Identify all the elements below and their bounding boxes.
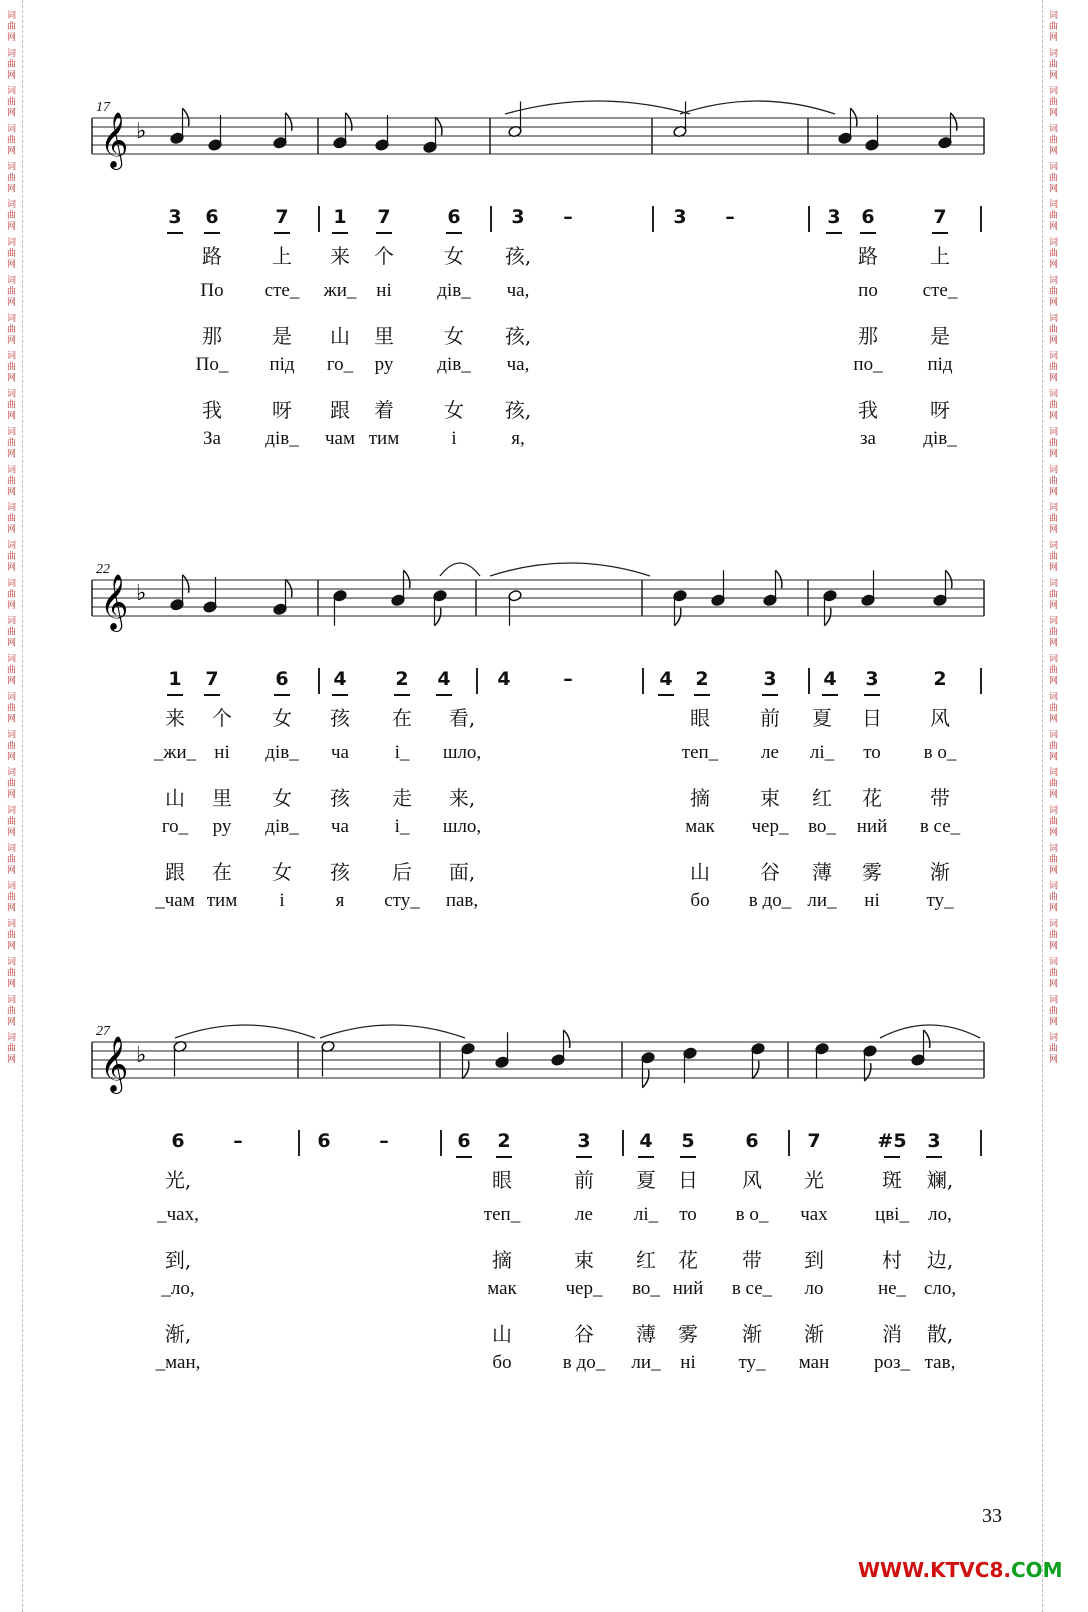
jianpu-underline [376,232,392,234]
lyric-word: 女 [272,706,292,730]
lyric-word: 看, [448,706,476,730]
lyric-word: 女 [444,398,464,422]
jianpu-underline [436,694,452,696]
lyric-word: 斓, [926,1168,954,1192]
lyric-word: тав, [924,1352,956,1373]
lyric-word: ли_ [631,1352,661,1373]
lyric-word: По [200,280,224,301]
jianpu-note: – [725,206,735,228]
lyric-word: _чам [155,890,195,911]
lyric-word: 带 [742,1248,762,1272]
lyric-word: 红 [636,1248,656,1272]
site-watermark [858,1558,1063,1582]
lyric-word: 红 [812,786,832,810]
lyric-line-zh2 [0,782,1088,812]
jianpu-underline [884,1156,900,1158]
lyric-word: 渐 [804,1322,824,1346]
svg-text:♭: ♭ [136,119,147,144]
lyric-word: 孩, [504,244,532,268]
jianpu-note: 4 [333,668,347,690]
lyric-word: ло [804,1278,824,1299]
lyric-word: 上 [930,244,950,268]
jianpu-note: 1 [333,206,347,228]
lyric-word: _жи_ [153,742,197,763]
lyric-word: 呀 [930,398,950,422]
jianpu-underline [926,1156,942,1158]
lyric-word: ча, [506,280,530,301]
svg-text:𝄞: 𝄞 [100,1036,129,1092]
lyric-word: го_ [161,816,189,837]
lyric-word: тим [206,890,238,911]
lyric-word: 日 [678,1168,698,1192]
measure-number-27: 27 [96,1024,110,1039]
lyric-word: ло, [928,1204,952,1225]
lyric-word: По_ [195,354,229,375]
lyric-line-ua2 [0,816,1088,846]
lyric-word: ту_ [926,890,954,911]
jianpu-note: 4 [437,668,451,690]
lyric-word: бо [690,890,710,911]
lyric-word: 带 [930,786,950,810]
page-number: 33 [982,1505,1002,1527]
lyric-word: ли_ [807,890,837,911]
lyric-word: 在 [392,706,412,730]
jianpu-note: 7 [205,668,219,690]
lyric-word: 女 [272,860,292,884]
lyric-word: за [860,428,876,449]
lyric-word: 里 [212,786,232,810]
lyric-word: то [679,1204,697,1225]
jianpu-note: 6 [171,1130,185,1152]
jianpu-note: 4 [639,1130,653,1152]
lyric-word: 渐 [930,860,950,884]
lyric-word: во_ [808,816,836,837]
lyric-word: 来, [448,786,476,810]
jianpu-underline [332,694,348,696]
jianpu-note: 6 [205,206,219,228]
lyric-word: 光 [804,1168,824,1192]
lyric-word: дів_ [265,428,299,449]
lyric-word: 孩 [330,706,350,730]
jianpu-barline [808,668,810,694]
lyric-word: 边, [926,1248,954,1272]
lyric-word: 眼 [690,706,710,730]
jianpu-note: 4 [659,668,673,690]
lyric-word: 孩, [504,398,532,422]
lyric-word: ні [376,280,392,301]
jianpu-note: 3 [577,1130,591,1152]
lyric-word: 谷 [574,1322,594,1346]
jianpu-underline [762,694,778,696]
lyric-word: під [927,354,953,375]
left-margin-watermark: 词曲网 词曲网 词曲网 词曲网 词曲网 词曲网 词曲网 词曲网 词曲网 词曲网 词曲网 词曲网 词曲网 词曲网 词曲网 词曲网 词曲网 词曲网 词曲网 词曲网 词曲网 词曲网 词曲网 词曲网 词曲网 词曲网 词曲网 词曲网 [5,10,15,1066]
lyric-word: 夏 [636,1168,656,1192]
lyric-word: сло, [923,1278,957,1299]
jianpu-barline [440,1130,442,1156]
lyric-line-zh2 [0,320,1088,350]
lyric-word: шло, [442,742,482,763]
lyric-line-ua3 [0,1352,1088,1382]
lyric-word: 在 [212,860,232,884]
jianpu-note: 2 [395,668,409,690]
lyric-word: 山 [690,860,710,884]
lyric-word: і [279,890,285,911]
lyric-word: 风 [930,706,950,730]
lyric-word: в се_ [919,816,961,837]
lyric-word: 山 [492,1322,512,1346]
jianpu-barline [298,1130,300,1156]
lyric-word: 孩 [330,786,350,810]
lyric-word: теп_ [681,742,719,763]
lyric-word: 消 [882,1322,902,1346]
jianpu-note: 3 [673,206,687,228]
lyric-word: 到, [164,1248,192,1272]
lyric-word: 束 [574,1248,594,1272]
lyric-word: 眼 [492,1168,512,1192]
jianpu-note: 2 [933,668,947,690]
jianpu-barline [490,206,492,232]
lyric-word: 个 [374,244,394,268]
jianpu-note: 7 [807,1130,821,1152]
jianpu-underline [446,232,462,234]
lyric-word: ні [214,742,230,763]
jianpu-note: – [563,206,573,228]
lyric-word: 我 [858,398,878,422]
lyric-word: ний [856,816,888,837]
lyric-word: в о_ [923,742,957,763]
lyric-word: 夏 [812,706,832,730]
lyric-word: чам [324,428,356,449]
jianpu-note: 6 [861,206,875,228]
jianpu-row [0,1130,1088,1160]
jianpu-underline [167,694,183,696]
lyric-word: під [269,354,295,375]
lyric-word: чер_ [565,1278,603,1299]
lyric-word: ний [672,1278,704,1299]
watermark-tld: COM [1010,1558,1063,1582]
jianpu-underline [204,232,220,234]
jianpu-barline [808,206,810,232]
jianpu-underline [680,1156,696,1158]
lyric-word: 日 [862,706,882,730]
jianpu-note: 1 [168,668,182,690]
watermark-domain: WWW.KTVC8. [858,1558,1011,1582]
lyric-word: і [451,428,457,449]
jianpu-row [0,668,1088,698]
lyric-word: 斑 [882,1168,902,1192]
lyric-word: _чах, [157,1204,199,1225]
lyric-word: _ман, [155,1352,201,1373]
jianpu-underline [860,232,876,234]
jianpu-note: 6 [745,1130,759,1152]
lyric-word: в до_ [562,1352,606,1373]
lyric-line-ua1 [0,1204,1088,1234]
lyric-word: пав, [445,890,479,911]
lyric-word: дів_ [265,816,299,837]
lyric-word: ні [680,1352,696,1373]
lyric-word: _ло, [161,1278,195,1299]
lyric-word: 上 [272,244,292,268]
lyric-word: 散, [926,1322,954,1346]
lyric-word: я [335,890,345,911]
jianpu-underline [864,694,880,696]
lyric-word: сту_ [384,890,420,911]
lyric-word: го_ [326,354,354,375]
lyric-word: 是 [930,324,950,348]
lyric-word: 呀 [272,398,292,422]
jianpu-note: 2 [695,668,709,690]
lyric-line-zh3 [0,1318,1088,1348]
jianpu-underline [456,1156,472,1158]
jianpu-note: – [379,1130,389,1152]
jianpu-note: – [233,1130,243,1152]
lyric-line-zh2 [0,1244,1088,1274]
lyric-word: дів_ [437,280,471,301]
lyric-word: 风 [742,1168,762,1192]
lyric-word: 光, [164,1168,192,1192]
lyric-word: цві_ [875,1204,909,1225]
jianpu-barline [788,1130,790,1156]
lyric-word: 女 [272,786,292,810]
lyric-line-ua1 [0,742,1088,772]
measure-number-22: 22 [96,562,110,577]
lyric-word: 雾 [862,860,882,884]
lyric-word: 前 [574,1168,594,1192]
jianpu-barline [476,668,478,694]
lyric-word: лі_ [809,742,835,763]
lyric-word: ле [575,1204,593,1225]
lyric-word: 那 [858,324,878,348]
lyric-line-zh1 [0,702,1088,732]
lyric-word: 跟 [165,860,185,884]
lyric-word: шло, [442,816,482,837]
lyric-word: 那 [202,324,222,348]
jianpu-underline [204,694,220,696]
lyric-word: 薄 [812,860,832,884]
jianpu-note: 3 [168,206,182,228]
lyric-word: ча [331,742,349,763]
lyric-line-ua2 [0,1278,1088,1308]
measure-number-17: 17 [96,100,110,115]
lyric-word: во_ [632,1278,660,1299]
jianpu-underline [394,694,410,696]
lyric-word: 跟 [330,398,350,422]
lyric-word: 谷 [760,860,780,884]
lyric-line-zh3 [0,394,1088,424]
jianpu-note: 4 [497,668,511,690]
lyric-word: сте_ [264,280,300,301]
jianpu-underline [932,232,948,234]
lyric-line-ua1 [0,280,1088,310]
lyric-word: 花 [678,1248,698,1272]
jianpu-underline [694,694,710,696]
lyric-word: по_ [853,354,883,375]
lyric-word: в до_ [748,890,792,911]
lyric-word: За [203,428,221,449]
jianpu-note: 3 [827,206,841,228]
lyric-word: 后 [392,860,412,884]
lyric-word: 走 [392,786,412,810]
lyric-word: 山 [165,786,185,810]
lyric-word: роз_ [873,1352,911,1373]
lyric-word: по [858,280,878,301]
lyric-word: 渐, [164,1322,192,1346]
lyric-word: ча, [506,354,530,375]
jianpu-barline [980,1130,982,1156]
lyric-word: 山 [330,324,350,348]
lyric-word: 路 [202,244,222,268]
lyric-word: 到 [804,1248,824,1272]
lyric-word: тим [368,428,400,449]
svg-text:𝄞: 𝄞 [100,574,129,630]
lyric-word: 着 [374,398,394,422]
jianpu-underline [576,1156,592,1158]
lyric-word: 女 [444,244,464,268]
jianpu-note: 7 [933,206,947,228]
lyric-word: 前 [760,706,780,730]
jianpu-underline [274,232,290,234]
lyric-word: 面, [448,860,476,884]
lyric-word: в о_ [735,1204,769,1225]
jianpu-note: 7 [377,206,391,228]
lyric-word: теп_ [483,1204,521,1225]
jianpu-note: 6 [275,668,289,690]
lyric-word: 雾 [678,1322,698,1346]
svg-text:♭: ♭ [136,1043,147,1068]
jianpu-note: 3 [865,668,879,690]
lyric-word: бо [492,1352,512,1373]
lyric-word: 来 [165,706,185,730]
lyric-word: в се_ [731,1278,773,1299]
jianpu-note: 7 [275,206,289,228]
lyric-word: 女 [444,324,464,348]
lyric-word: чах [800,1204,828,1225]
lyric-word: 来 [330,244,350,268]
lyric-line-ua2 [0,354,1088,384]
jianpu-barline [980,668,982,694]
lyric-word: я, [511,428,525,449]
lyric-word: 个 [212,706,232,730]
lyric-word: чер_ [751,816,789,837]
lyric-line-zh1 [0,1164,1088,1194]
lyric-word: 孩, [504,324,532,348]
lyric-word: 束 [760,786,780,810]
jianpu-underline [274,694,290,696]
lyric-word: 渐 [742,1322,762,1346]
lyric-line-ua3 [0,890,1088,920]
jianpu-note: 2 [497,1130,511,1152]
lyric-word: мак [487,1278,517,1299]
lyric-word: ру [374,354,394,375]
jianpu-row [0,206,1088,236]
lyric-word: 路 [858,244,878,268]
jianpu-barline [642,668,644,694]
lyric-word: сте_ [922,280,958,301]
jianpu-barline [980,206,982,232]
jianpu-barline [318,668,320,694]
lyric-word: 薄 [636,1322,656,1346]
svg-text:♭: ♭ [136,581,147,606]
lyric-word: ле [761,742,779,763]
jianpu-barline [622,1130,624,1156]
jianpu-note: 3 [511,206,525,228]
jianpu-underline [822,694,838,696]
lyric-word: 村 [882,1248,902,1272]
lyric-word: 摘 [690,786,710,810]
lyric-line-ua3 [0,428,1088,458]
lyric-word: 是 [272,324,292,348]
jianpu-note: 4 [823,668,837,690]
lyric-line-zh1 [0,240,1088,270]
lyric-word: 摘 [492,1248,512,1272]
lyric-word: 里 [374,324,394,348]
jianpu-note: 6 [317,1130,331,1152]
lyric-word: дів_ [265,742,299,763]
jianpu-note: #5 [877,1130,907,1152]
jianpu-underline [167,232,183,234]
jianpu-underline [496,1156,512,1158]
lyric-line-zh3 [0,856,1088,886]
jianpu-note: 6 [447,206,461,228]
lyric-word: мак [685,816,715,837]
jianpu-underline [638,1156,654,1158]
lyric-word: 孩 [330,860,350,884]
lyric-word: не_ [877,1278,907,1299]
lyric-word: ру [212,816,232,837]
lyric-word: ман [798,1352,830,1373]
lyric-word: дів_ [437,354,471,375]
svg-text:𝄞: 𝄞 [100,112,129,168]
jianpu-note: 6 [457,1130,471,1152]
jianpu-note: 3 [927,1130,941,1152]
lyric-word: 花 [862,786,882,810]
lyric-word: то [863,742,881,763]
jianpu-underline [658,694,674,696]
jianpu-note: 5 [681,1130,695,1152]
right-margin-watermark: 词曲网 词曲网 词曲网 词曲网 词曲网 词曲网 词曲网 词曲网 词曲网 词曲网 词曲网 词曲网 词曲网 词曲网 词曲网 词曲网 词曲网 词曲网 词曲网 词曲网 词曲网 词曲网 词曲网 词曲网 词曲网 词曲网 词曲网 词曲网 [1047,10,1057,1066]
jianpu-barline [318,206,320,232]
jianpu-barline [652,206,654,232]
lyric-word: дів_ [923,428,957,449]
lyric-word: жи_ [323,280,357,301]
lyric-word: ча [331,816,349,837]
jianpu-underline [826,232,842,234]
lyric-word: ні [864,890,880,911]
lyric-word: 我 [202,398,222,422]
lyric-word: лі_ [633,1204,659,1225]
lyric-word: ту_ [738,1352,766,1373]
jianpu-note: – [563,668,573,690]
jianpu-underline [332,232,348,234]
lyric-word: і_ [394,816,410,837]
lyric-word: і_ [394,742,410,763]
jianpu-note: 3 [763,668,777,690]
